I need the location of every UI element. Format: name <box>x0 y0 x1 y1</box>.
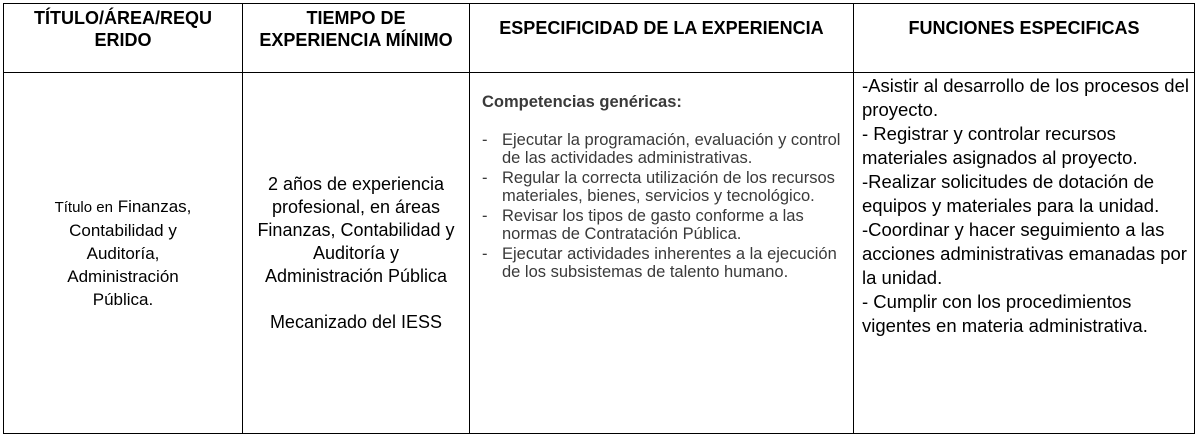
header-especificidad-text: ESPECIFICIDAD DE LA EXPERIENCIA <box>499 18 824 38</box>
header-titulo <box>4 4 243 73</box>
header-especificidad <box>470 4 854 73</box>
tiempo-line5: Administración Pública <box>264 265 448 286</box>
tiempo-line2: profesional, en áreas <box>271 196 441 217</box>
competencias-list <box>482 131 847 282</box>
list-item <box>482 131 847 168</box>
tiempo-line4: Auditoría y <box>312 242 400 263</box>
funcion-item: -Realizar solicitudes de dotación de equipos y materiales para la unidad. <box>862 171 1160 216</box>
dash-bullet: - <box>482 168 488 187</box>
tiempo-line1: 2 años de experiencia <box>267 173 445 194</box>
header-titulo-line1: TÍTULO/ÁREA/REQU <box>34 8 212 28</box>
header-row <box>4 4 1195 73</box>
list-item <box>482 169 847 206</box>
dash-bullet: - <box>482 130 488 149</box>
competencia-text: Revisar los tipos de gasto conforme a las normas de Contratación Pública. <box>502 206 804 243</box>
competencias-title: Competencias genéricas: <box>482 93 682 111</box>
titulo-line1-rest: Finanzas, <box>112 197 192 216</box>
competencia-text: Ejecutar actividades inherentes a la ejecución de los subsistemas de talento humano. <box>502 244 837 281</box>
header-tiempo <box>243 4 470 73</box>
tiempo-line3: Finanzas, Contabilidad y <box>257 219 455 240</box>
funcion-item: - Registrar y controlar recursos materiales asignados al proyecto. <box>862 123 1138 168</box>
titulo-line1 <box>12 195 234 219</box>
titulo-line5: Pública. <box>92 290 154 309</box>
titulo-prefix: Título en <box>54 199 113 216</box>
especificidad-cell <box>470 73 854 434</box>
header-funciones-text: FUNCIONES ESPECIFICAS <box>908 18 1140 38</box>
header-titulo-line2: ERIDO <box>94 30 152 50</box>
funcion-item: -Coordinar y hacer seguimiento a las acciones administrativas emanadas por la unidad. <box>862 219 1187 288</box>
tiempo-spacer <box>249 288 463 311</box>
dash-bullet: - <box>482 244 488 263</box>
funcion-item: -Asistir al desarrollo de los procesos del proyecto. <box>862 75 1189 120</box>
list-item <box>482 245 847 282</box>
requirements-table <box>3 3 1195 434</box>
tiempo-cell <box>243 73 470 434</box>
competencia-text: Ejecutar la programación, evaluación y control de las actividades administrativas. <box>502 130 841 167</box>
header-tiempo-line2: EXPERIENCIA MÍNIMO <box>259 30 453 50</box>
header-funciones <box>854 4 1195 73</box>
dash-bullet: - <box>482 206 488 225</box>
funcion-item: - Cumplir con los procedimientos vigentes en materia administrativa. <box>862 291 1148 336</box>
titulo-line2: Contabilidad y <box>69 221 177 240</box>
list-item <box>482 207 847 244</box>
header-tiempo-line1: TIEMPO DE <box>306 8 406 28</box>
titulo-line3: Auditoría, <box>86 244 160 263</box>
titulo-cell <box>4 73 243 434</box>
funciones-cell <box>854 73 1195 434</box>
titulo-line4: Administración <box>67 267 179 286</box>
competencia-text: Regular la correcta utilización de los recursos materiales, bienes, servicios y tecnológico. <box>502 168 835 205</box>
tiempo-mecanizado: Mecanizado del IESS <box>269 311 443 332</box>
content-row <box>4 73 1195 434</box>
